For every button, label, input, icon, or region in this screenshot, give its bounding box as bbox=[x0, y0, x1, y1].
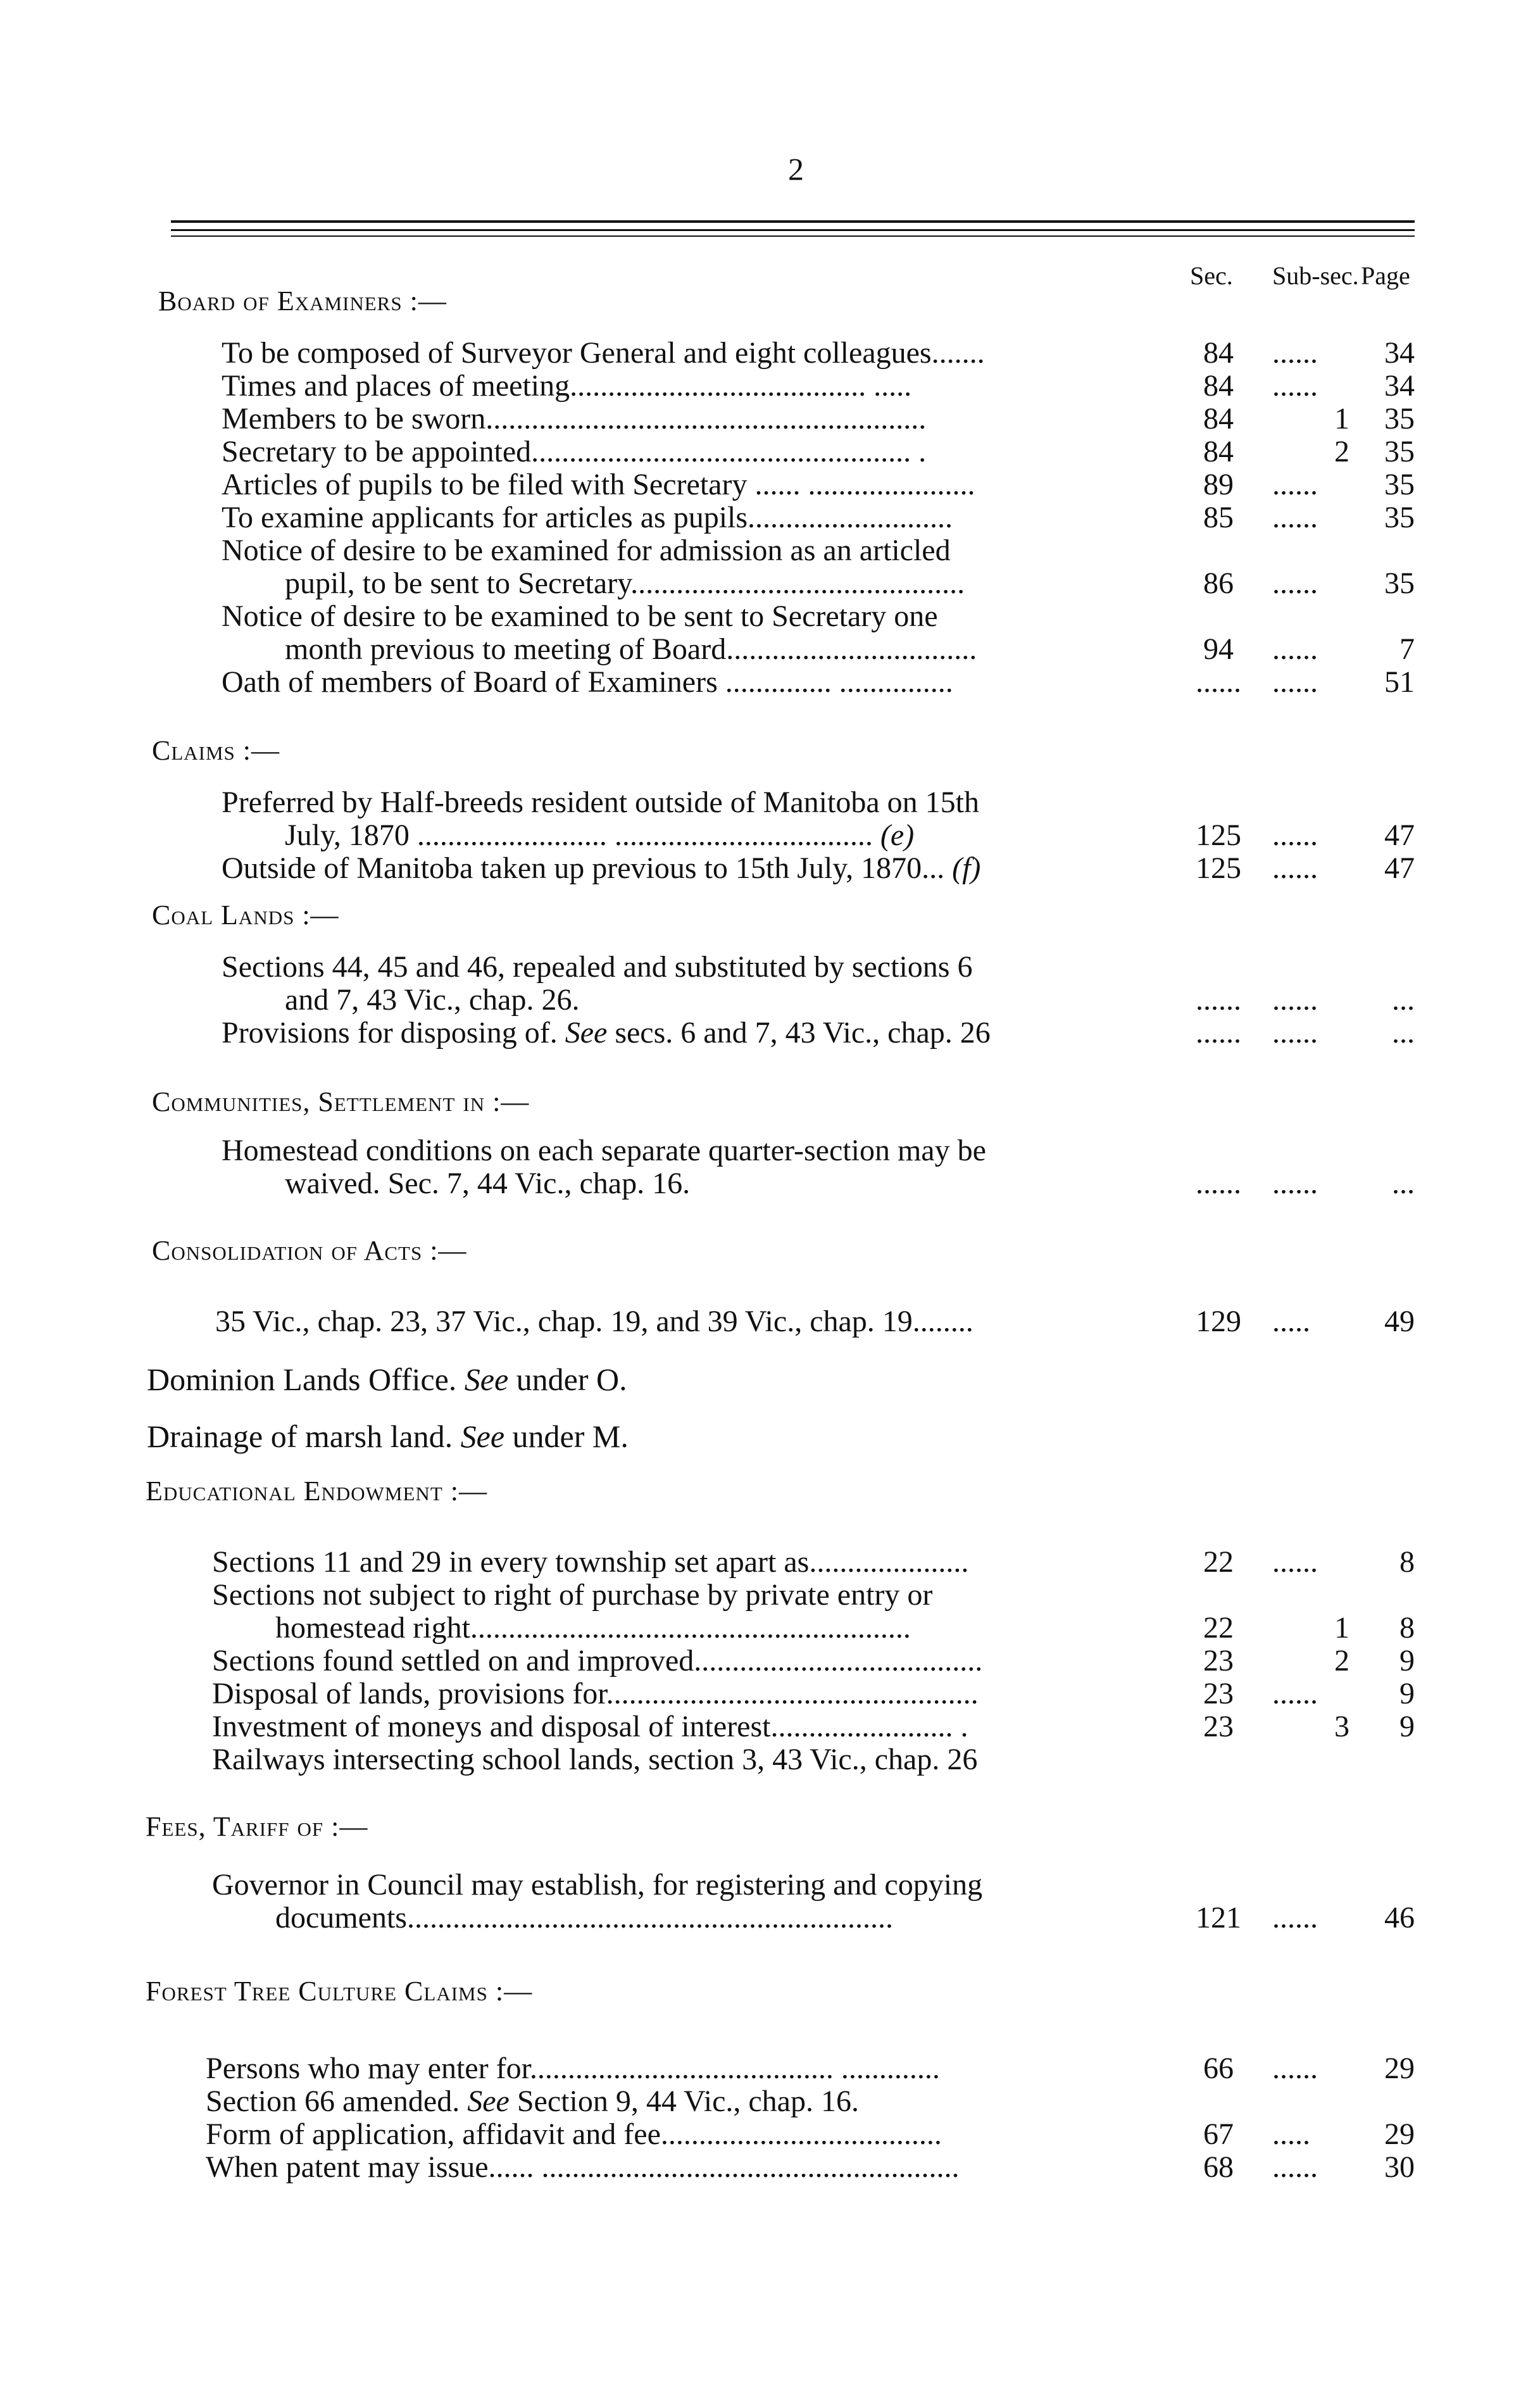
section-number: 84 bbox=[1203, 435, 1234, 468]
entry-mark: (e) bbox=[872, 818, 915, 852]
page-number: 2 bbox=[788, 151, 804, 187]
section-heading: Communities, Settlement in :— bbox=[152, 1086, 530, 1117]
section-number: ...... bbox=[1196, 1016, 1241, 1050]
column-header-sec: Sec. bbox=[1190, 261, 1233, 290]
entry-text bbox=[215, 1304, 973, 1339]
section-number: 84 bbox=[1203, 336, 1234, 370]
section-number: 125 bbox=[1196, 818, 1241, 852]
entry-label-continued: and 7, 43 Vic., chap. 26. bbox=[285, 983, 580, 1017]
cross-reference bbox=[147, 1418, 629, 1455]
entry-continuation-text bbox=[275, 1610, 911, 1646]
entry-text bbox=[206, 2117, 942, 2152]
subsection-number: ...... bbox=[1272, 1016, 1318, 1050]
section-number: ...... bbox=[1196, 1167, 1241, 1200]
page-reference: 9 bbox=[1399, 1710, 1415, 1743]
entry-label-continued: pupil, to be sent to Secretary............................................ bbox=[285, 567, 965, 600]
page-reference: 7 bbox=[1399, 632, 1415, 666]
entry-label: Sections not subject to right of purchase by private entry or bbox=[212, 1578, 933, 1612]
cross-reference-target: under O. bbox=[508, 1362, 627, 1397]
page-reference: 29 bbox=[1384, 2117, 1415, 2151]
column-header-subsec: Sub-sec. bbox=[1272, 261, 1359, 290]
entry-text bbox=[222, 467, 975, 503]
entry-label: Provisions for disposing of. bbox=[222, 1016, 558, 1050]
cross-reference-target: secs. 6 and 7, 43 Vic., chap. 26 bbox=[607, 1016, 991, 1050]
entry-label: Oath of members of Board of Examiners .............. ............... bbox=[222, 665, 953, 699]
section-number: 121 bbox=[1196, 1901, 1241, 1935]
page-reference: 49 bbox=[1384, 1305, 1415, 1338]
section-number: 22 bbox=[1203, 1611, 1234, 1645]
cross-reference-target: Section 9, 44 Vic., chap. 16. bbox=[509, 2085, 859, 2118]
page-reference: 35 bbox=[1384, 402, 1415, 436]
section-heading: Board of Examiners :— bbox=[158, 285, 447, 317]
entry-label: Preferred by Half-breeds resident outside of Manitoba on 15th bbox=[222, 786, 979, 819]
page-reference: 35 bbox=[1384, 501, 1415, 534]
page-reference: 34 bbox=[1384, 369, 1415, 403]
subsection-number: 1 bbox=[1334, 1611, 1349, 1645]
entry-label: Railways intersecting school lands, section 3, 43 Vic., chap. 26 bbox=[212, 1743, 978, 1776]
subsection-number: 2 bbox=[1334, 435, 1349, 468]
section-number: 86 bbox=[1203, 567, 1234, 600]
page-reference: 51 bbox=[1384, 665, 1415, 699]
entry-label: Notice of desire to be examined to be sent to Secretary one bbox=[222, 599, 938, 633]
entry-text bbox=[222, 434, 926, 470]
entry-text bbox=[212, 1643, 982, 1679]
entry-label: Investment of moneys and disposal of interest........................ . bbox=[212, 1710, 968, 1743]
entry-label: Governor in Council may establish, for registering and copying bbox=[212, 1868, 983, 1902]
entry-continuation-text bbox=[285, 982, 579, 1018]
section-number: 129 bbox=[1196, 1305, 1241, 1338]
section-heading: Educational Endowment :— bbox=[146, 1476, 487, 1507]
entry-label: Articles of pupils to be filed with Secretary ...... ...................... bbox=[222, 468, 975, 501]
cross-reference-text: Drainage of marsh land. bbox=[147, 1419, 461, 1454]
section-heading: Claims :— bbox=[152, 735, 280, 766]
page-reference: 35 bbox=[1384, 435, 1415, 468]
page-reference: 8 bbox=[1399, 1611, 1415, 1645]
entry-continuation-text bbox=[285, 632, 977, 667]
entry-text bbox=[222, 1015, 991, 1051]
subsection-number: 2 bbox=[1334, 1644, 1349, 1677]
entry-text bbox=[212, 1742, 977, 1778]
section-number: 94 bbox=[1203, 632, 1234, 666]
entry-text bbox=[206, 2051, 940, 2086]
entry-label: Sections 44, 45 and 46, repealed and substituted by sections 6 bbox=[222, 950, 973, 984]
entry-text bbox=[212, 1545, 968, 1580]
cross-reference bbox=[147, 1361, 627, 1398]
entry-continuation-text bbox=[285, 1166, 690, 1201]
subsection-number: ...... bbox=[1272, 983, 1318, 1017]
entry-text bbox=[206, 2150, 960, 2185]
see-label: See bbox=[464, 1362, 509, 1397]
subsection-number: ...... bbox=[1272, 1167, 1318, 1200]
entry-text bbox=[222, 785, 979, 820]
entry-label: 35 Vic., chap. 23, 37 Vic., chap. 19, and 39 Vic., chap. 19........ bbox=[215, 1305, 973, 1338]
section-number: 23 bbox=[1203, 1677, 1234, 1710]
entry-text bbox=[222, 533, 951, 568]
entry-text bbox=[206, 2084, 859, 2119]
entry-mark: (f) bbox=[944, 851, 981, 885]
section-number: ...... bbox=[1196, 665, 1241, 699]
page-reference: 9 bbox=[1399, 1677, 1415, 1710]
entry-text bbox=[222, 401, 926, 437]
page-reference: ... bbox=[1392, 983, 1415, 1017]
entry-text bbox=[222, 1133, 986, 1169]
subsection-number: ...... bbox=[1272, 2150, 1318, 2184]
section-number: 68 bbox=[1203, 2150, 1234, 2184]
cross-reference-target: under M. bbox=[504, 1419, 629, 1454]
subsection-number: ...... bbox=[1272, 632, 1318, 666]
entry-text bbox=[212, 1577, 932, 1613]
see-label: See bbox=[467, 2085, 510, 2118]
entry-label: Section 66 amended. bbox=[206, 2085, 460, 2118]
column-header-page: Page bbox=[1361, 261, 1410, 290]
page-reference: 30 bbox=[1384, 2150, 1415, 2184]
entry-continuation-text bbox=[285, 818, 914, 853]
entry-label-continued: waived. Sec. 7, 44 Vic., chap. 16. bbox=[285, 1167, 691, 1200]
subsection-number: ...... bbox=[1272, 2052, 1318, 2085]
entry-text bbox=[212, 1676, 979, 1712]
entry-label: Disposal of lands, provisions for................................................. bbox=[212, 1677, 979, 1710]
subsection-number: ...... bbox=[1272, 818, 1318, 852]
entry-label: Notice of desire to be examined for admission as an articled bbox=[222, 534, 951, 567]
page-reference: 8 bbox=[1399, 1545, 1415, 1579]
section-heading: Consolidation of Acts :— bbox=[152, 1235, 467, 1266]
page-reference: 47 bbox=[1384, 851, 1415, 885]
section-number: 22 bbox=[1203, 1545, 1234, 1579]
page-reference: 47 bbox=[1384, 818, 1415, 852]
entry-text bbox=[222, 368, 911, 404]
section-number: 84 bbox=[1203, 369, 1234, 403]
entry-label: Sections found settled on and improved...................................... bbox=[212, 1644, 983, 1677]
entry-text bbox=[222, 851, 980, 886]
subsection-number: ...... bbox=[1272, 1901, 1318, 1935]
subsection-number: ..... bbox=[1272, 2117, 1310, 2151]
entry-text bbox=[212, 1709, 968, 1745]
entry-label: To examine applicants for articles as pupils........................... bbox=[222, 501, 953, 534]
page-reference: 9 bbox=[1399, 1644, 1415, 1677]
entry-label: Persons who may enter for........................................ ............. bbox=[206, 2052, 940, 2085]
header-rule bbox=[171, 229, 1415, 231]
entry-continuation-text bbox=[285, 566, 965, 601]
entry-label: Sections 11 and 29 in every township set apart as..................... bbox=[212, 1545, 969, 1579]
entry-continuation-text bbox=[275, 1900, 893, 1936]
entry-text bbox=[222, 665, 953, 700]
header-rule bbox=[171, 235, 1415, 237]
section-number: 125 bbox=[1196, 851, 1241, 885]
section-number: 89 bbox=[1203, 468, 1234, 501]
entry-label: Secretary to be appointed.................................................. . bbox=[222, 435, 927, 468]
subsection-number: ...... bbox=[1272, 567, 1318, 600]
section-heading: Fees, Tariff of :— bbox=[146, 1811, 368, 1842]
entry-label: Times and places of meeting....................................... ..... bbox=[222, 369, 912, 403]
subsection-number: ...... bbox=[1272, 468, 1318, 501]
entry-text bbox=[222, 950, 972, 985]
entry-text bbox=[212, 1867, 982, 1903]
entry-label: To be composed of Surveyor General and eight colleagues....... bbox=[222, 336, 985, 370]
subsection-number: ...... bbox=[1272, 665, 1318, 699]
entry-label: Homestead conditions on each separate quarter-section may be bbox=[222, 1134, 986, 1167]
subsection-number: 1 bbox=[1334, 402, 1349, 436]
entry-label: Form of application, affidavit and fee..................................... bbox=[206, 2117, 942, 2151]
entry-label: When patent may issue...... ....................................................... bbox=[206, 2150, 960, 2184]
entry-label-continued: month previous to meeting of Board................................. bbox=[285, 632, 977, 666]
entry-text bbox=[222, 500, 953, 536]
page-reference: 35 bbox=[1384, 567, 1415, 600]
page-reference: 35 bbox=[1384, 468, 1415, 501]
subsection-number: 3 bbox=[1334, 1710, 1349, 1743]
page-reference: 34 bbox=[1384, 336, 1415, 370]
page-reference: 29 bbox=[1384, 2052, 1415, 2085]
section-number: 23 bbox=[1203, 1710, 1234, 1743]
subsection-number: ...... bbox=[1272, 336, 1318, 370]
entry-label-continued: July, 1870 ......................... .................................. bbox=[285, 818, 873, 852]
section-number: 67 bbox=[1203, 2117, 1234, 2151]
header-rule bbox=[171, 220, 1415, 223]
subsection-number: ...... bbox=[1272, 501, 1318, 534]
subsection-number: ...... bbox=[1272, 851, 1318, 885]
section-number: ...... bbox=[1196, 983, 1241, 1017]
see-label: See bbox=[565, 1016, 608, 1050]
entry-label-continued: homestead right.......................................................... bbox=[275, 1611, 911, 1645]
section-heading: Coal Lands :— bbox=[152, 900, 339, 931]
subsection-number: ...... bbox=[1272, 369, 1318, 403]
subsection-number: ...... bbox=[1272, 1677, 1318, 1710]
section-number: 85 bbox=[1203, 501, 1234, 534]
subsection-number: ..... bbox=[1272, 1305, 1310, 1338]
see-label: See bbox=[460, 1419, 505, 1454]
section-heading: Forest Tree Culture Claims :— bbox=[146, 1976, 533, 2007]
entry-label: Members to be sworn.......................................................... bbox=[222, 402, 927, 436]
page-reference: ... bbox=[1392, 1167, 1415, 1200]
entry-text bbox=[222, 335, 985, 371]
page-reference: ... bbox=[1392, 1016, 1415, 1050]
page-reference: 46 bbox=[1384, 1901, 1415, 1935]
section-number: 23 bbox=[1203, 1644, 1234, 1677]
entry-label-continued: documents................................................................ bbox=[275, 1901, 893, 1935]
entry-text bbox=[222, 599, 938, 634]
section-number: 84 bbox=[1203, 402, 1234, 436]
section-number: 66 bbox=[1203, 2052, 1234, 2085]
cross-reference-text: Dominion Lands Office. bbox=[147, 1362, 465, 1397]
subsection-number: ...... bbox=[1272, 1545, 1318, 1579]
entry-label: Outside of Manitoba taken up previous to 15th July, 1870... bbox=[222, 851, 945, 885]
